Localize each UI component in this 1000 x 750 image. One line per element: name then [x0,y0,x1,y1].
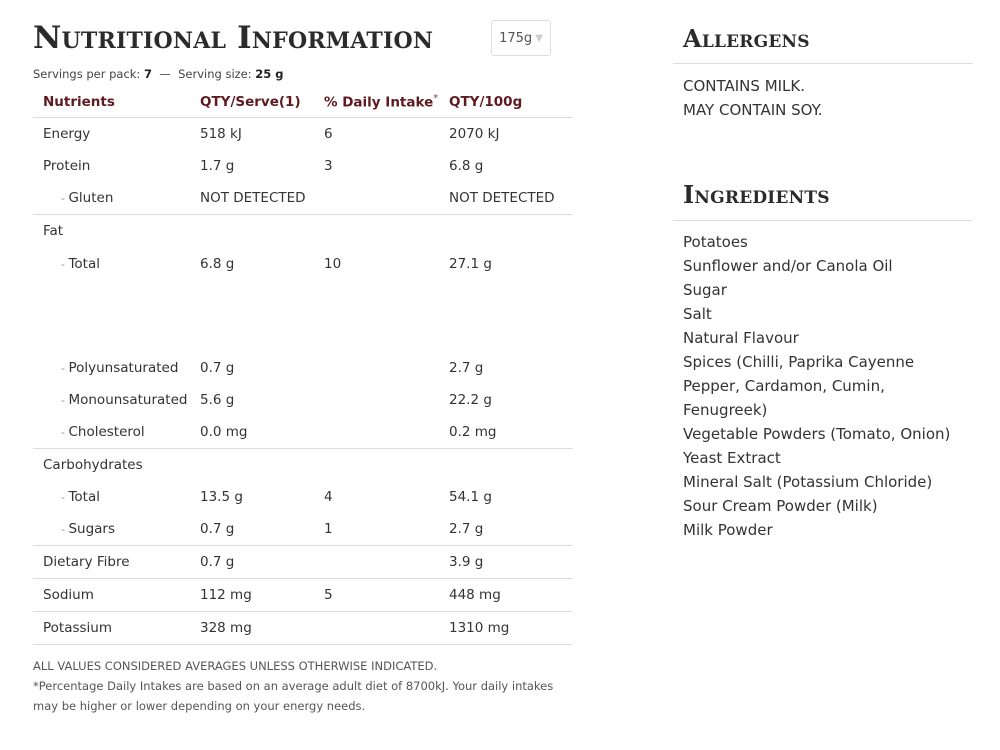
daily-intake: 10 [324,256,342,272]
pack-size-value: 175g [499,30,533,46]
ingredient-item: Sugar [683,281,727,299]
daily-intake [324,182,449,215]
table-row [33,150,573,182]
ingredient-item: Sunflower and/or Canola Oil [683,257,893,275]
allergen-item: MAY CONTAIN SOY. [683,101,823,119]
daily-intake: 5 [324,579,449,612]
table-row [33,481,573,513]
qty-serve: NOT DETECTED [200,182,324,215]
qty-serve: 0.7 g [200,546,324,579]
table-row [33,384,573,416]
daily-intake-note: *Percentage Daily Intakes are based on an average adult diet of 8700kJ. Your daily intakes may be higher or lower depending on your energy needs. [33,679,554,713]
ingredient-item: Potatoes [683,233,748,251]
chevron-down-icon: ▼ [535,32,543,44]
table-row [33,352,573,384]
daily-intake [324,416,449,449]
qty-100g: NOT DETECTED [449,182,573,215]
table-row [33,449,573,482]
nutrition-title: Nutritional Information [33,20,434,56]
servings-value: 7 [143,67,152,81]
ingredient-item: Salt [683,305,712,323]
averages-note: ALL VALUES CONSIDERED AVERAGES UNLESS OTHERWISE INDICATED. [33,659,438,673]
allergens-list [683,74,968,122]
serving-size-label: Serving size: [178,67,252,81]
qty-100g: 1310 mg [449,612,573,645]
col-header-daily-intake-label: % Daily Intake [324,94,434,111]
ingredients-list [683,230,968,542]
table-row [33,416,573,449]
ingredient-item: Natural Flavour [683,329,799,347]
daily-intake [324,384,449,416]
qty-100g: 6.8 g [449,158,484,174]
nutrient-name: Fat [43,223,64,239]
allergens-divider [673,63,973,64]
qty-serve: 0.0 mg [200,416,324,449]
ingredient-item: Milk Powder [683,521,773,539]
nutrient-name: - Sugars [33,513,200,546]
nutrient-name: - Monounsaturated [33,384,200,416]
nutrient-name: Sodium [33,579,200,612]
qty-serve: 112 mg [200,579,324,612]
serving-size-value: 25 g [255,67,284,81]
qty-serve: 13.5 g [200,489,243,505]
ingredients-divider [673,220,973,221]
qty-serve: 518 kJ [200,126,242,142]
qty-100g: 2.7 g [449,513,573,546]
daily-intake-asterisk: * [433,92,439,104]
daily-intake [324,352,449,384]
daily-intake: 1 [324,513,449,546]
qty-100g: 27.1 g [449,256,492,272]
qty-100g: 54.1 g [449,489,492,505]
qty-serve: 1.7 g [200,158,235,174]
pack-size-select[interactable] [491,20,551,56]
allergen-item: CONTAINS MILK. [683,77,806,95]
nutrient-name: Protein [43,158,91,174]
daily-intake: 4 [324,489,333,505]
ingredient-item: Yeast Extract [683,449,781,467]
qty-serve: 6.8 g [200,256,235,272]
table-header-row [33,86,573,118]
col-header-nutrients: Nutrients [33,86,200,118]
qty-100g: 2070 kJ [449,126,500,142]
table-row [33,182,573,215]
ingredient-item: Vegetable Powders (Tomato, Onion) [683,425,951,443]
table-row-spacer [33,320,573,352]
qty-100g: 0.2 mg [449,416,573,449]
table-row [33,247,573,320]
nutrient-name: Potassium [33,612,200,645]
col-header-daily-intake [324,86,449,118]
ingredient-item: Sour Cream Powder (Milk) [683,497,878,515]
nutrition-table [33,86,573,645]
qty-100g: 448 mg [449,579,573,612]
daily-intake [324,612,449,645]
qty-serve: 5.6 g [200,392,235,408]
allergens-title: Allergens [683,24,810,53]
ingredient-item: Mineral Salt (Potassium Chloride) [683,473,933,491]
nutrient-name: - Total [33,481,200,513]
col-header-qty-100g: QTY/100g [449,86,573,118]
servings-info [33,67,284,81]
nutrient-name: Dietary Fibre [33,546,200,579]
qty-100g: 2.7 g [449,360,484,376]
qty-serve: 0.7 g [200,360,235,376]
nutrient-name: - Gluten [33,182,200,215]
servings-separator: — [159,67,171,81]
servings-label: Servings per pack: [33,67,141,81]
col-header-qty-serve: QTY/Serve(1) [200,86,324,118]
table-row [33,612,573,645]
table-row [33,513,573,546]
table-row [33,579,573,612]
table-row [33,215,573,248]
ingredients-title: Ingredients [683,180,830,209]
nutrient-name: - Cholesterol [33,416,200,449]
table-row [33,546,573,579]
nutrient-name: Energy [43,126,91,142]
qty-100g: 22.2 g [449,392,492,408]
qty-serve: 0.7 g [200,513,324,546]
nutrient-name: - Polyunsaturated [33,352,200,384]
daily-intake: 3 [324,158,333,174]
table-row [33,118,573,151]
daily-intake [324,546,449,579]
nutrition-notes [33,656,573,716]
qty-serve: 328 mg [200,612,324,645]
qty-100g: 3.9 g [449,546,573,579]
ingredient-item: Spices (Chilli, Paprika Cayenne Pepper, Cardamon, Cumin, Fenugreek) [683,353,915,419]
nutrient-name: Carbohydrates [43,457,143,473]
nutrient-name: - Total [33,247,200,320]
daily-intake: 6 [324,126,333,142]
